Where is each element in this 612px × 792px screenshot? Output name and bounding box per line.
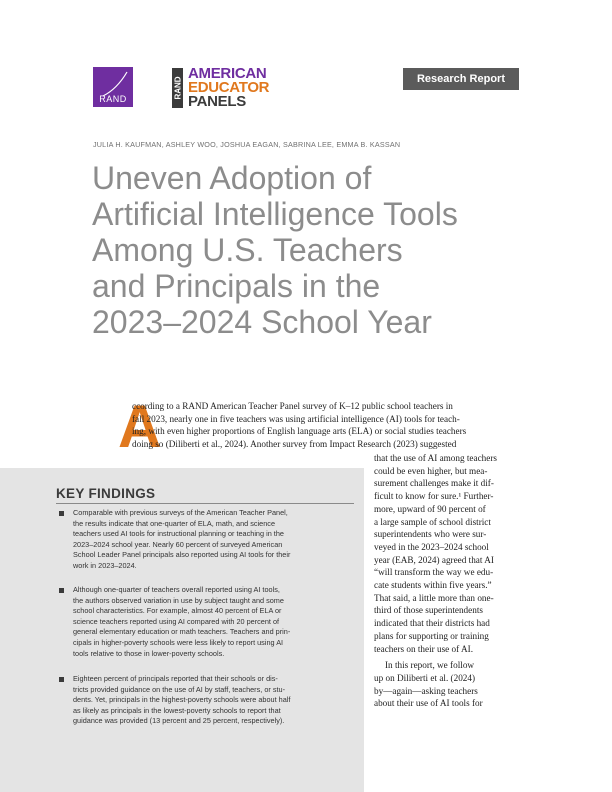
aep-line-educator: EDUCATOR bbox=[188, 79, 270, 96]
column-line: plans for supporting or training bbox=[374, 630, 489, 641]
title-line: Among U.S. Teachers bbox=[92, 232, 403, 268]
aep-line-panels: PANELS bbox=[188, 93, 246, 110]
column-line: about their use of AI tools for bbox=[374, 698, 483, 709]
column-line: superintendents who were sur- bbox=[374, 529, 487, 540]
report-title bbox=[92, 160, 542, 340]
aep-vertical-label: RAND bbox=[172, 68, 183, 108]
column-line: ficult to know for sure.¹ Further- bbox=[374, 491, 494, 502]
rand-logo-text: RAND bbox=[99, 94, 127, 104]
key-findings-divider bbox=[56, 503, 354, 504]
column-line: third of those superintendents bbox=[374, 605, 483, 616]
column-line: year (EAB, 2024) agreed that AI bbox=[374, 554, 494, 565]
intro-line: fall 2023, nearly one in five teachers was using artificial intelligence (AI) tools for teach- bbox=[132, 413, 460, 424]
report-type-badge: Research Report bbox=[403, 68, 519, 90]
square-bullet-icon bbox=[59, 677, 64, 682]
rand-logo bbox=[93, 67, 133, 107]
intro-line: ing, with even higher proportions of English language arts (ELA) or social studies teachers bbox=[132, 426, 467, 437]
column-line: In this report, we follow bbox=[385, 660, 475, 671]
title-line: Uneven Adoption of bbox=[92, 160, 372, 196]
column-line: a large sample of school district bbox=[374, 516, 491, 527]
square-bullet-icon bbox=[59, 588, 64, 593]
intro-paragraph bbox=[132, 400, 524, 451]
column-line: veyed in the 2023–2024 school bbox=[374, 541, 489, 552]
column-line: by—again—asking teachers bbox=[374, 685, 478, 696]
title-line: and Principals in the bbox=[92, 268, 381, 304]
column-line: more, upward of 90 percent of bbox=[374, 503, 486, 514]
intro-line: doing so (Diliberti et al., 2024). Another survey from Impact Research (2023) suggested bbox=[132, 439, 457, 450]
key-findings-heading: KEY FINDINGS bbox=[56, 486, 156, 501]
column-line: teachers on their use of AI. bbox=[374, 643, 473, 654]
column-line: cate students within five years.” bbox=[374, 580, 492, 591]
american-educator-panels-logo bbox=[172, 64, 302, 109]
square-bullet-icon bbox=[59, 511, 64, 516]
column-line: indicated that their districts had bbox=[374, 618, 490, 629]
drop-cap: A bbox=[118, 393, 162, 460]
column-line: up on Diliberti et al. (2024) bbox=[374, 672, 476, 683]
author-list: JULIA H. KAUFMAN, ASHLEY WOO, JOSHUA EAGAN, SABRINA LEE, EMMA B. KASSAN bbox=[93, 140, 401, 149]
key-findings-box bbox=[0, 468, 364, 792]
column-line: That said, a little more than one- bbox=[374, 592, 494, 603]
column-line: “will transform the way we edu- bbox=[374, 567, 494, 578]
finding-text: Eighteen percent of principals reported that their schools or dis- tricts provided guidance on the use of AI by staff, teachers, or stu- dents. Yet, principals in the highest-poverty schools were about half as likely as principals in the lowest-poverty schools to report that guidance was provided (13 percent and 25 percent, respectively). bbox=[73, 674, 291, 726]
finding-text: Although one-quarter of teachers overall reported using AI tools, the authors observed variation in use by subject taught and some school characteristics. For example, almost 40 percent of ELA or science teachers reported using AI compared with 20 percent of general elementary education or math teachers. Teachers and prin- cipals in higher-poverty schools were less likely to report using AI tools relative to those in lower-poverty schools. bbox=[73, 585, 291, 658]
title-line: Artificial Intelligence Tools bbox=[92, 196, 458, 232]
title-line: 2023–2024 School Year bbox=[92, 304, 432, 340]
intro-line: ccording to a RAND American Teacher Panel survey of K–12 public school teachers in bbox=[132, 401, 453, 411]
column-line: surement challenges make it dif- bbox=[374, 478, 494, 489]
column-line: that the use of AI among teachers bbox=[374, 453, 497, 463]
aep-line-american: AMERICAN bbox=[188, 65, 267, 82]
finding-text: Comparable with previous surveys of the American Teacher Panel, the results indicate that one-quarter of ELA, math, and science teachers used AI tools for instructional planning or teaching in the 2023–2024 school year. Nearly 60 percent of surveyed American School Leader Panel principals also reported using AI tools for their work in 2023–2024. bbox=[73, 508, 291, 570]
right-column-text bbox=[374, 452, 524, 710]
column-line: could be even higher, but mea- bbox=[374, 465, 488, 476]
